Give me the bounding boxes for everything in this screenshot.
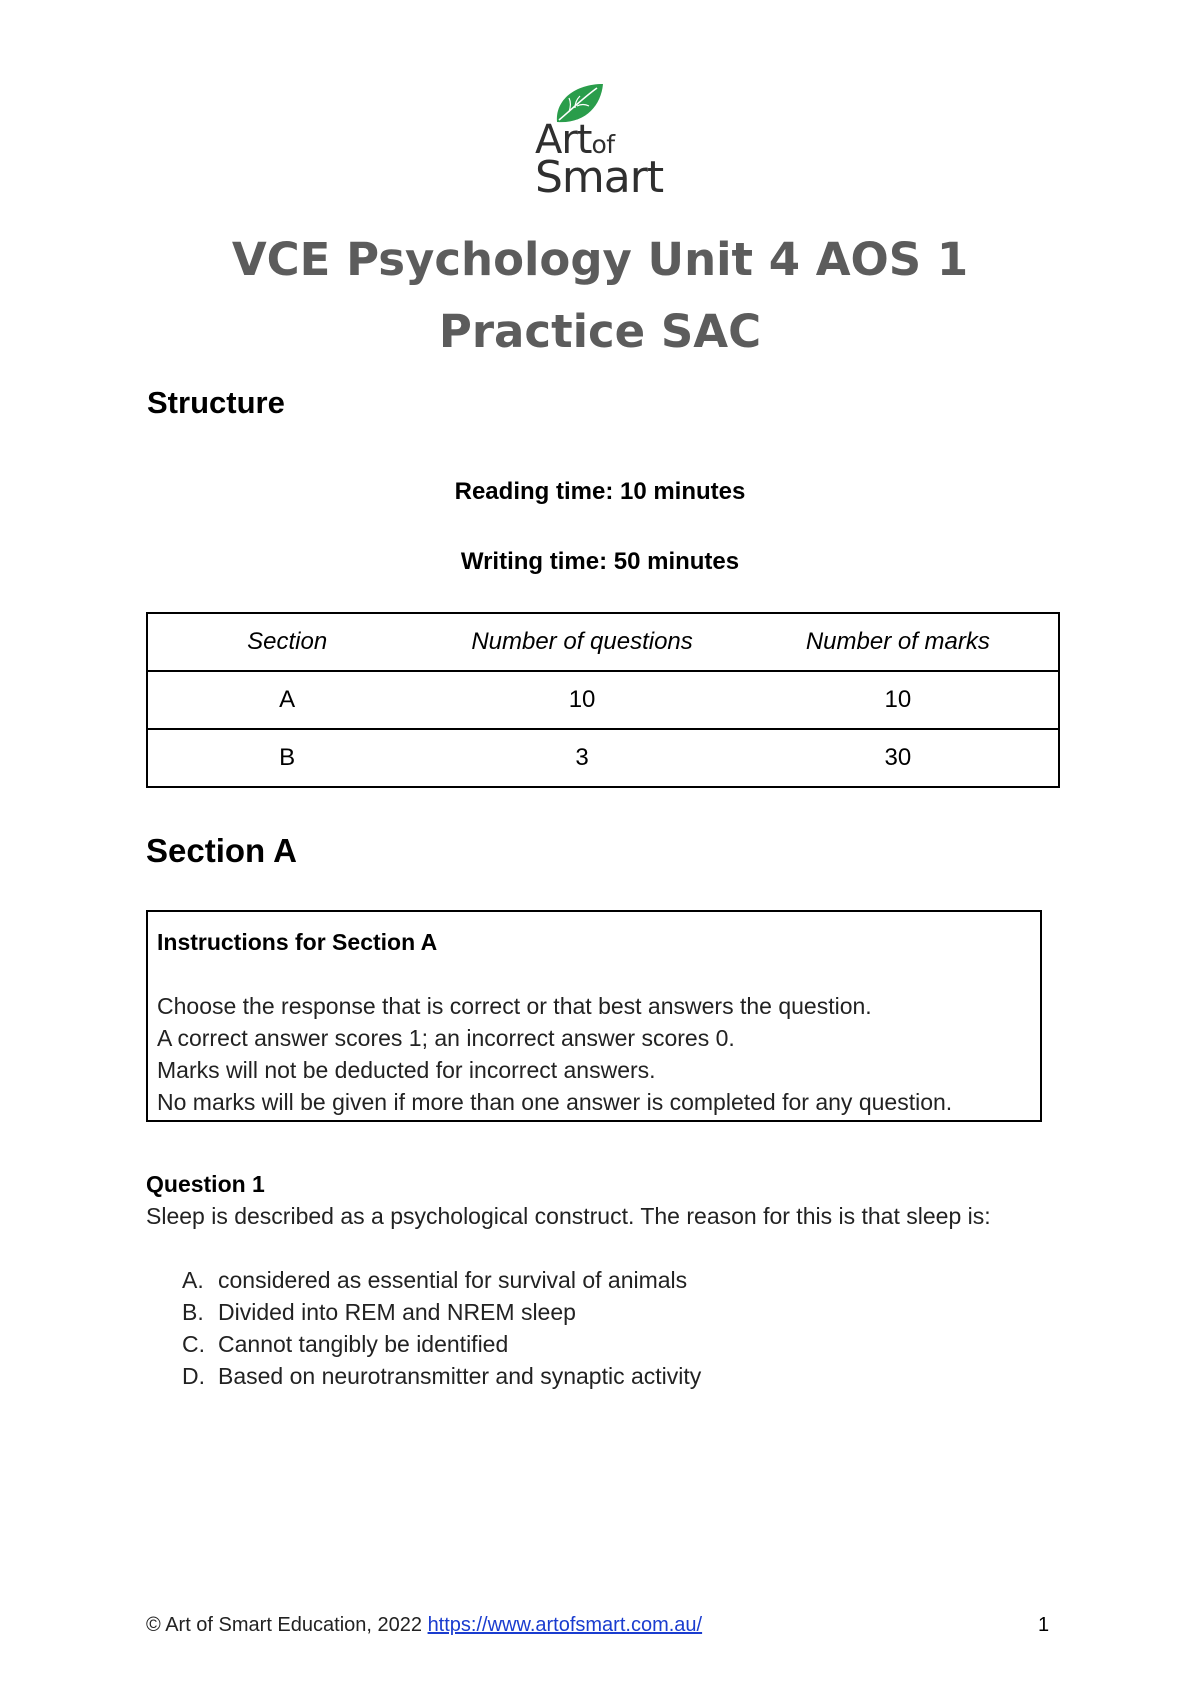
instructions-title: Instructions for Section A bbox=[157, 929, 438, 955]
art-of-smart-logo bbox=[535, 82, 675, 212]
option-letter: A. bbox=[182, 1267, 204, 1293]
question-1-options bbox=[182, 1264, 701, 1392]
option-d bbox=[182, 1360, 701, 1392]
question-1-number: Question 1 bbox=[146, 1171, 265, 1197]
table-cell: B bbox=[279, 744, 296, 771]
option-text: Based on neurotransmitter and synaptic activity bbox=[218, 1363, 702, 1389]
table-cell: 10 bbox=[738, 671, 1059, 729]
option-letter: D. bbox=[182, 1363, 205, 1389]
logo-of-text: of bbox=[591, 130, 615, 159]
footer bbox=[146, 1612, 702, 1638]
instruction-line: A correct answer scores 1; an incorrect answer scores 0. bbox=[157, 1025, 735, 1051]
table-row bbox=[147, 671, 1059, 729]
option-a bbox=[182, 1264, 701, 1296]
reading-time: Reading time: 10 minutes bbox=[454, 478, 746, 505]
header-number-of-marks: Number of marks bbox=[738, 613, 1059, 671]
option-letter: B. bbox=[182, 1299, 204, 1325]
option-c bbox=[182, 1328, 701, 1360]
table-cell: A bbox=[147, 671, 426, 729]
logo-smart-text: Smart bbox=[535, 152, 664, 203]
section-a-heading: Section A bbox=[146, 832, 297, 869]
structure-table bbox=[146, 612, 1060, 788]
table-cell: 30 bbox=[884, 744, 912, 771]
option-letter: C. bbox=[182, 1331, 205, 1357]
question-1-text: Sleep is described as a psychological construct. The reason for this is that sleep is: bbox=[146, 1203, 991, 1229]
logo-art-text: Art bbox=[535, 117, 592, 163]
logo-wordmark bbox=[535, 117, 664, 203]
page-title-line-2: Practice SAC bbox=[438, 305, 762, 358]
option-text: considered as essential for survival of animals bbox=[218, 1267, 688, 1293]
table-header-row bbox=[147, 613, 1059, 671]
footer-copyright: © Art of Smart Education, 2022 bbox=[146, 1614, 428, 1636]
instruction-line: Choose the response that is correct or that best answers the question. bbox=[157, 993, 872, 1019]
header-number-of-questions: Number of questions bbox=[426, 613, 737, 671]
header-section: Section bbox=[147, 613, 426, 671]
page-number: 1 bbox=[1038, 1614, 1050, 1636]
option-text: Cannot tangibly be identified bbox=[218, 1331, 509, 1357]
instruction-line: No marks will be given if more than one answer is completed for any question. bbox=[157, 1089, 953, 1115]
instruction-line: Marks will not be deducted for incorrect answers. bbox=[157, 1057, 656, 1083]
page-title-line-1: VCE Psychology Unit 4 AOS 1 bbox=[231, 233, 969, 286]
structure-heading: Structure bbox=[147, 385, 285, 420]
instructions-box bbox=[146, 910, 1042, 1122]
footer-website-link[interactable]: https://www.artofsmart.com.au/ bbox=[427, 1614, 703, 1636]
writing-time: Writing time: 50 minutes bbox=[460, 548, 740, 575]
table-cell: 10 bbox=[426, 671, 737, 729]
table-cell: 3 bbox=[575, 744, 589, 771]
option-b bbox=[182, 1296, 701, 1328]
option-text: Divided into REM and NREM sleep bbox=[218, 1299, 576, 1325]
table-row bbox=[147, 729, 1059, 787]
